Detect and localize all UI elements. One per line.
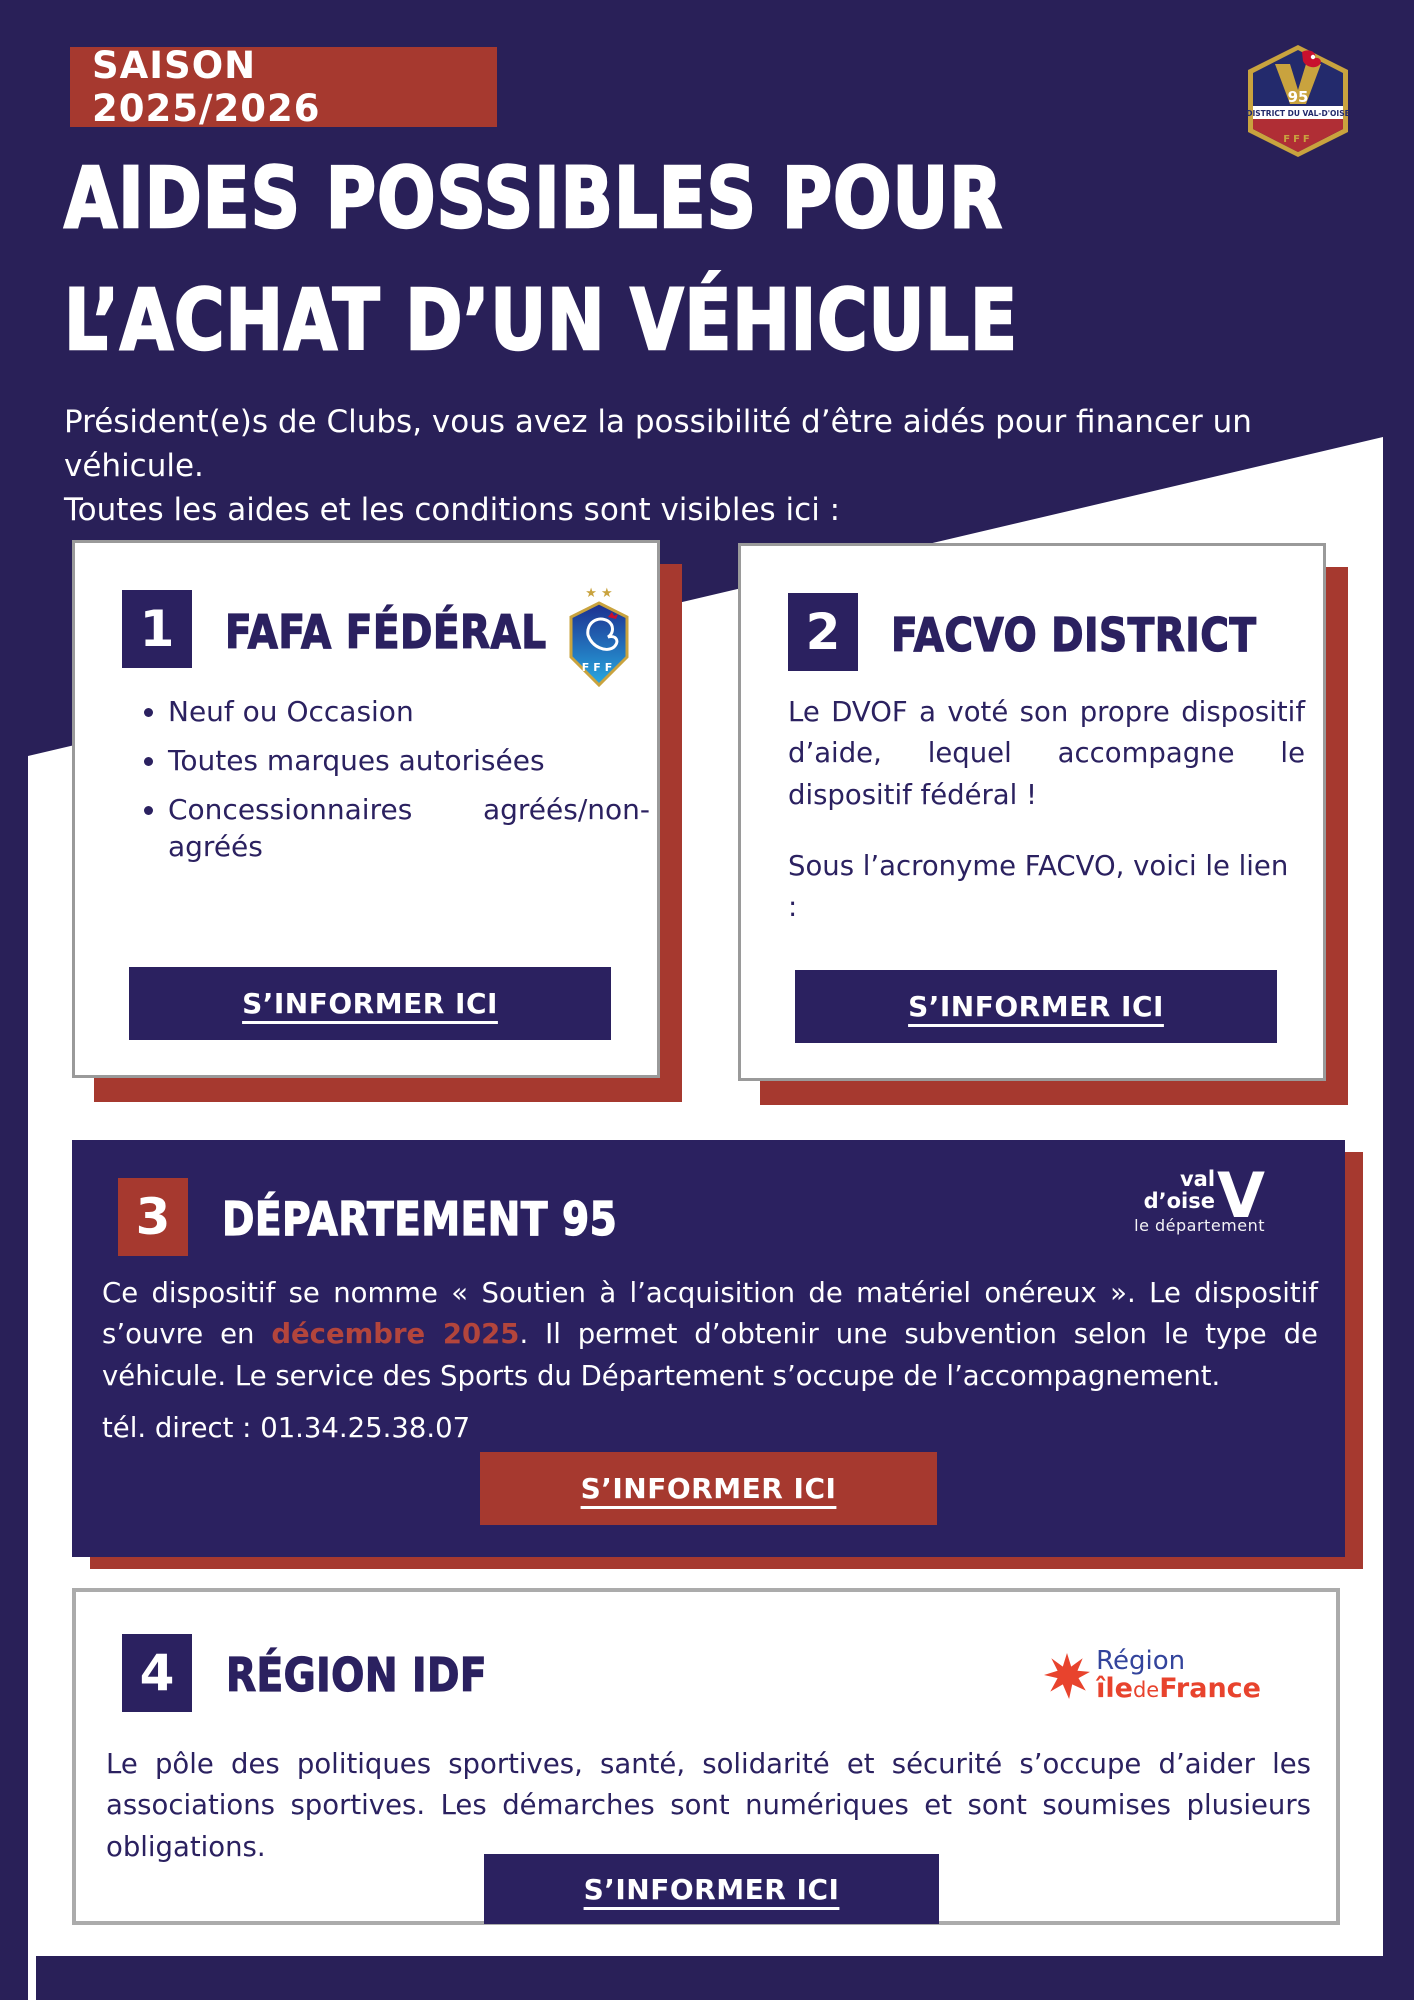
region-idf-ile: île: [1096, 1673, 1133, 1705]
intro-line2: Toutes les aides et les conditions sont visibles ici :: [64, 492, 841, 529]
card-fafa-federal: [72, 540, 660, 1078]
card3-phone: tél. direct : 01.34.25.38.07: [102, 1412, 471, 1444]
page-title-line1: AIDES POSSIBLES POUR: [64, 149, 1003, 247]
card4-number: 4: [122, 1634, 192, 1712]
card1-title: FAFA FÉDÉRAL: [225, 605, 547, 659]
card3-paragraph: [102, 1273, 1318, 1397]
bullet-item: • Neuf ou Occasion: [168, 693, 650, 731]
val-doise-logo: [1134, 1158, 1265, 1236]
val-doise-v: V: [1217, 1158, 1265, 1232]
card3-inform-label: S’INFORMER ICI: [580, 1472, 837, 1505]
card4-inform-button[interactable]: [484, 1854, 939, 1924]
val-doise-val: val: [1179, 1167, 1216, 1191]
region-idf-logo: [1044, 1648, 1261, 1704]
district-logo-fff: FFF: [1283, 134, 1313, 145]
card2-number: 2: [788, 593, 858, 671]
card3-inform-button[interactable]: [480, 1452, 937, 1525]
region-idf-star-icon: [1044, 1653, 1090, 1699]
card3-highlight-date: décembre 2025: [271, 1318, 520, 1351]
card4-title: RÉGION IDF: [226, 1648, 488, 1702]
district-logo: [1247, 44, 1349, 158]
fff-crest-label: FFF: [581, 661, 617, 674]
card-departement-95: [72, 1140, 1345, 1557]
card3-text-before: Ce dispositif se nomme « Soutien à l’acquisition de matériel onéreux ». Le dispositif s’ouvre en: [102, 1277, 1318, 1351]
left-frame-gap: [28, 1956, 36, 2000]
card2-paragraph2: Sous l’acronyme FACVO, voici le lien :: [788, 850, 1289, 924]
card-region-idf: [72, 1588, 1340, 1925]
district-logo-name: DISTRICT DU VAL-D'OISE: [1247, 109, 1349, 118]
region-idf-de: de: [1132, 1678, 1160, 1703]
fff-crest-stars: ★ ★: [585, 586, 613, 601]
bottom-navy-bar: [36, 1956, 1414, 2000]
card4-paragraph: Le pôle des politiques sportives, santé, solidarité et sécurité s’occupe d’aider les associations sportives. Les démarches sont numériques et sont soumises plusieurs obligations.: [106, 1748, 1311, 1863]
card1-inform-button[interactable]: [129, 967, 611, 1040]
card2-inform-label: S’INFORMER ICI: [908, 990, 1164, 1023]
card3-title: DÉPARTEMENT 95: [222, 1192, 618, 1246]
card2-paragraph1: Le DVOF a voté son propre dispositif d’aide, lequel accompagne le dispositif fédéral !: [788, 696, 1305, 811]
card3-number: 3: [118, 1178, 188, 1256]
region-idf-france: France: [1159, 1673, 1261, 1705]
card1-inform-label: S’INFORMER ICI: [242, 987, 498, 1020]
card1-number: 1: [122, 590, 192, 668]
card2-inform-button[interactable]: [795, 970, 1277, 1043]
card1-bullet-list: [140, 693, 650, 877]
card-facvo-district: [738, 543, 1326, 1081]
val-doise-oise: d’oise: [1143, 1189, 1216, 1214]
page-title-line2: L’ACHAT D’UN VÉHICULE: [64, 270, 1018, 369]
intro-line1: Président(e)s de Clubs, vous avez la possibilité d’être aidés pour financer un véhicule.: [64, 404, 1252, 485]
page-title: [64, 138, 1018, 382]
region-idf-region: Région: [1096, 1646, 1186, 1676]
card3-text-after: . Il permet d’obtenir une subvention selon le type de véhicule. Le service des Sports du Département s’occupe de l’accompagnement.: [102, 1318, 1318, 1392]
svg-text:95: 95: [1287, 88, 1309, 106]
fff-crest-logo: [568, 583, 630, 689]
season-badge: SAISON 2025/2026: [70, 47, 497, 127]
bullet-item: • Toutes marques autorisées: [168, 742, 650, 780]
card4-inform-label: S’INFORMER ICI: [583, 1872, 840, 1906]
bullet-item: • Concessionnaires agréés/non-agréés: [168, 791, 650, 867]
val-doise-departement: le département: [1134, 1216, 1265, 1236]
intro-text: [64, 400, 1374, 532]
card2-title: FACVO DISTRICT: [891, 608, 1257, 662]
